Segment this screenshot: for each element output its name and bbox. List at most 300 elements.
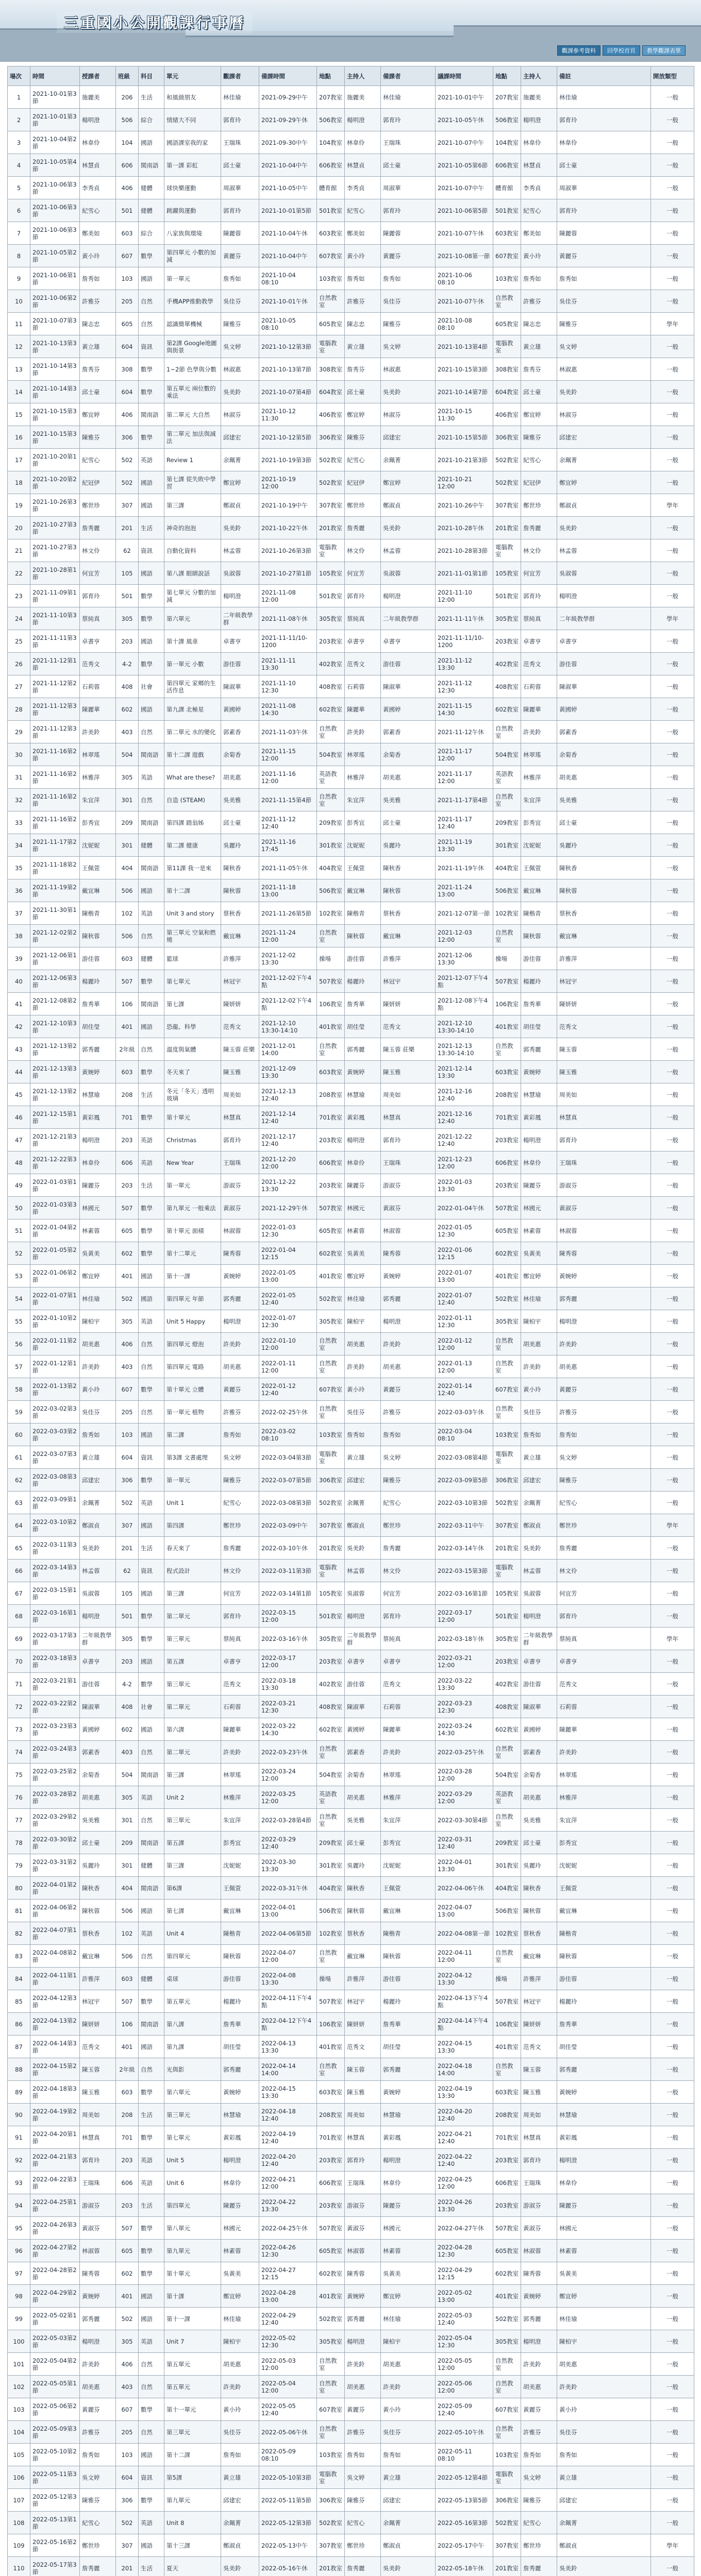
- cell-prep-time: 2021-09-30中午: [259, 131, 317, 154]
- cell-prep-time: 2022-01-12 12:40: [259, 1378, 317, 1401]
- cell-prep-location: 501教室: [317, 585, 345, 607]
- cell-observer: 陳柏宇: [221, 2330, 259, 2353]
- cell-discuss-time: 2021-12-16 12:40: [436, 1083, 493, 1106]
- cell-prep-person: 黃婉婷: [381, 1265, 436, 1287]
- table-row: [8, 2489, 694, 2512]
- cell-notes: 許美鈴: [557, 1741, 651, 1764]
- cell-unit: 自動化資料: [164, 539, 221, 562]
- cell-subject: 國語: [139, 2534, 164, 2557]
- cell-unit: Christmas: [164, 1129, 221, 1151]
- cell-discuss-host: 許美鈴: [521, 2353, 557, 2376]
- cell-subject: 自然: [139, 313, 164, 335]
- cell-prep-location: 電腦教室: [317, 335, 345, 358]
- cell-subject: 自然: [139, 721, 164, 743]
- cell-subject: 生活: [139, 86, 164, 109]
- cell-observer: 林韋伶: [221, 2172, 259, 2194]
- cell-subject: 數學: [139, 1106, 164, 1129]
- header-link-resources[interactable]: 觀課參考資料: [557, 45, 600, 56]
- cell-unit: 春天來了: [164, 1537, 221, 1560]
- cell-unit: 恐龍、科學: [164, 1015, 221, 1038]
- cell-observer: 鄭世珍: [221, 1514, 259, 1537]
- cell-discuss-location: 自然教室: [493, 789, 521, 811]
- cell-prep-person: 黃麗芬: [381, 1378, 436, 1401]
- cell-class: 403: [116, 1355, 139, 1378]
- cell-open-type: 學年: [651, 1514, 694, 1537]
- cell-discuss-host: 蔡秋香: [521, 1922, 557, 1945]
- cell-notes: 王佩萱: [557, 1877, 651, 1900]
- cell-time: 2022-03-15第1節: [30, 1582, 80, 1605]
- cell-unit: 第三課: [164, 494, 221, 517]
- cell-notes: 詹秀華: [557, 2013, 651, 2036]
- column-header-session: 場次: [8, 66, 30, 86]
- cell-open-type: 一般: [651, 1673, 694, 1696]
- cell-prep-person: 戴宜琳: [381, 1900, 436, 1922]
- cell-discuss-time: 2021-10-06第5節: [436, 199, 493, 222]
- cell-teacher: 鄭宜婷: [80, 403, 116, 426]
- cell-prep-location: 606教室: [317, 154, 345, 177]
- cell-discuss-location: 306教室: [493, 2489, 521, 2512]
- cell-discuss-location: 607教室: [493, 1378, 521, 1401]
- cell-observer: 邱士豪: [221, 811, 259, 834]
- cell-prep-person: 吳美雅: [381, 789, 436, 811]
- cell-subject: 英語: [139, 1922, 164, 1945]
- cell-session: 16: [8, 426, 30, 449]
- cell-unit: 程式設計: [164, 1560, 221, 1582]
- cell-discuss-location: 操場: [493, 947, 521, 970]
- cell-time: 2022-04-08第2節: [30, 1945, 80, 1968]
- cell-subject: 數學: [139, 2240, 164, 2262]
- cell-prep-time: 2021-10-04中午: [259, 245, 317, 267]
- cell-time: 2021-10-20第1節: [30, 449, 80, 471]
- cell-subject: 數學: [139, 426, 164, 449]
- cell-class: 205: [116, 1401, 139, 1423]
- cell-discuss-time: 2022-04-15 13:30: [436, 2036, 493, 2058]
- cell-session: 96: [8, 2240, 30, 2262]
- cell-unit: 第一單元: [164, 1174, 221, 1197]
- cell-teacher: 詹秀麗: [80, 517, 116, 539]
- cell-session: 68: [8, 1605, 30, 1628]
- cell-unit: 第十一課: [164, 2308, 221, 2330]
- cell-prep-person: 郭素香: [381, 721, 436, 743]
- cell-discuss-time: 2022-01-06 12:15: [436, 1242, 493, 1265]
- cell-prep-time: 2021-10-04午休: [259, 222, 317, 245]
- cell-unit: 第3課 文書處理: [164, 1446, 221, 1469]
- table-row: [8, 1854, 694, 1877]
- cell-class: 308: [116, 358, 139, 381]
- cell-open-type: 一般: [651, 2126, 694, 2149]
- cell-prep-time: 2022-04-11下午4點: [259, 1990, 317, 2013]
- table-row: [8, 2217, 694, 2240]
- cell-prep-host: 黃婉婷: [345, 1061, 381, 1083]
- cell-prep-host: 彭秀宜: [345, 811, 381, 834]
- cell-discuss-host: 施麗美: [521, 86, 557, 109]
- cell-prep-location: 504教室: [317, 743, 345, 766]
- cell-prep-person: 鄭宜婷: [381, 471, 436, 494]
- cell-prep-host: 二年級教學群: [345, 1628, 381, 1650]
- cell-unit: 第四單元: [164, 1945, 221, 1968]
- cell-discuss-host: 林慧貞: [521, 154, 557, 177]
- cell-session: 14: [8, 381, 30, 403]
- table-row: [8, 653, 694, 675]
- cell-prep-person: 林國元: [381, 2217, 436, 2240]
- cell-discuss-time: 2022-01-07 13:00: [436, 1265, 493, 1287]
- cell-prep-time: 2021-11-16 12:00: [259, 766, 317, 789]
- cell-class: 502: [116, 2512, 139, 2534]
- cell-discuss-location: 103教室: [493, 2444, 521, 2466]
- cell-open-type: 一般: [651, 2217, 694, 2240]
- cell-open-type: 一般: [651, 698, 694, 721]
- cell-teacher: 鄭世珍: [80, 494, 116, 517]
- cell-prep-host: 鄭世珍: [345, 494, 381, 517]
- cell-open-type: 一般: [651, 743, 694, 766]
- table-row: [8, 154, 694, 177]
- cell-observer: 蔡純真: [221, 1628, 259, 1650]
- cell-open-type: 一般: [651, 290, 694, 313]
- cell-discuss-location: 電腦教室: [493, 335, 521, 358]
- cell-subject: 數學: [139, 2217, 164, 2240]
- cell-discuss-location: 506教室: [493, 109, 521, 131]
- cell-discuss-location: 102教室: [493, 902, 521, 925]
- table-row: [8, 267, 694, 290]
- cell-discuss-location: 501教室: [493, 585, 521, 607]
- cell-subject: 國語: [139, 1650, 164, 1673]
- cell-prep-location: 自然教室: [317, 1333, 345, 1355]
- cell-subject: 閩南語: [139, 1764, 164, 1786]
- cell-subject: 自然: [139, 1355, 164, 1378]
- cell-class: 206: [116, 86, 139, 109]
- cell-open-type: 一般: [651, 471, 694, 494]
- table-row: [8, 1673, 694, 1696]
- cell-class: 403: [116, 721, 139, 743]
- cell-prep-person: 陳妍妍: [381, 993, 436, 1015]
- cell-prep-location: 506教室: [317, 109, 345, 131]
- cell-discuss-host: 鄭美如: [521, 222, 557, 245]
- cell-discuss-host: 游佳蓉: [521, 1673, 557, 1696]
- cell-discuss-host: 陳麗華: [521, 698, 557, 721]
- cell-discuss-time: 2022-05-16第3節: [436, 2512, 493, 2534]
- cell-prep-time: 2021-10-05 08:10: [259, 313, 317, 335]
- cell-open-type: 一般: [651, 1355, 694, 1378]
- cell-prep-location: 305教室: [317, 1628, 345, 1650]
- cell-prep-host: 林慧真: [345, 2126, 381, 2149]
- cell-time: 2021-11-12第1節: [30, 653, 80, 675]
- cell-unit: 第三單元: [164, 2104, 221, 2126]
- cell-unit: Unit 8: [164, 2512, 221, 2534]
- cell-discuss-location: 電腦教室: [493, 1446, 521, 1469]
- cell-open-type: 學年: [651, 494, 694, 517]
- cell-open-type: 一般: [651, 970, 694, 993]
- cell-notes: 陳柏宇: [557, 2330, 651, 2353]
- cell-open-type: 一般: [651, 1378, 694, 1401]
- cell-open-type: 一般: [651, 1015, 694, 1038]
- cell-open-type: 一般: [651, 1106, 694, 1129]
- cell-discuss-location: 406教室: [493, 403, 521, 426]
- cell-unit: 第二課: [164, 1423, 221, 1446]
- cell-discuss-location: 701教室: [493, 1106, 521, 1129]
- cell-notes: 林冠宇: [557, 970, 651, 993]
- cell-teacher: 紀雪心: [80, 2512, 116, 2534]
- cell-unit: Unit 3 and story: [164, 902, 221, 925]
- cell-prep-person: 許雅芬: [381, 1401, 436, 1423]
- cell-discuss-location: 603教室: [493, 1061, 521, 1083]
- cell-prep-host: 鄭宜婷: [345, 403, 381, 426]
- cell-discuss-host: 陳淑華: [521, 1696, 557, 1718]
- cell-unit: 第三單元 空氣和燃燒: [164, 925, 221, 947]
- cell-discuss-location: 201教室: [493, 2557, 521, 2576]
- cell-time: 2021-11-12第3節: [30, 698, 80, 721]
- cell-open-type: 一般: [651, 1219, 694, 1242]
- cell-subject: 生活: [139, 1537, 164, 1560]
- cell-session: 49: [8, 1174, 30, 1197]
- cell-discuss-location: 電腦教室: [493, 2466, 521, 2489]
- cell-time: 2021-11-19第2節: [30, 879, 80, 902]
- cell-class: 401: [116, 2285, 139, 2308]
- cell-prep-time: 2022-04-29 12:40: [259, 2308, 317, 2330]
- cell-discuss-time: 2022-01-11 12:30: [436, 1310, 493, 1333]
- cell-teacher: 黃立雄: [80, 335, 116, 358]
- cell-subject: 生活: [139, 2104, 164, 2126]
- cell-discuss-location: 203教室: [493, 2149, 521, 2172]
- cell-prep-location: 306教室: [317, 1469, 345, 1492]
- cell-discuss-host: 郭育玲: [521, 585, 557, 607]
- cell-prep-person: 余珮菁: [381, 449, 436, 471]
- cell-prep-location: 401教室: [317, 2285, 345, 2308]
- cell-discuss-host: 黃小玲: [521, 1378, 557, 1401]
- cell-prep-person: 吳文婷: [381, 1446, 436, 1469]
- cell-class: 507: [116, 2217, 139, 2240]
- cell-discuss-location: 301教室: [493, 1854, 521, 1877]
- cell-discuss-location: 408教室: [493, 675, 521, 698]
- cell-teacher: 王瑞珠: [80, 2172, 116, 2194]
- cell-session: 62: [8, 1469, 30, 1492]
- cell-teacher: 王佩萱: [80, 857, 116, 879]
- cell-class: 305: [116, 766, 139, 789]
- cell-discuss-location: 307教室: [493, 1514, 521, 1537]
- cell-observer: 林冠宇: [221, 970, 259, 993]
- cell-discuss-host: 黃小玲: [521, 245, 557, 267]
- cell-open-type: 一般: [651, 1854, 694, 1877]
- table-row: [8, 2013, 694, 2036]
- cell-time: 2022-01-03第1節: [30, 1174, 80, 1197]
- cell-notes: 林翠瑤: [557, 1764, 651, 1786]
- table-row: [8, 1015, 694, 1038]
- cell-class: 301: [116, 789, 139, 811]
- cell-teacher: 林慧瑜: [80, 1083, 116, 1106]
- cell-session: 17: [8, 449, 30, 471]
- cell-notes: 林韋伶: [557, 2172, 651, 2194]
- cell-prep-person: 林淑惠: [381, 358, 436, 381]
- cell-session: 108: [8, 2512, 30, 2534]
- cell-session: 100: [8, 2330, 30, 2353]
- cell-prep-host: 戴宜琳: [345, 1945, 381, 1968]
- cell-discuss-host: 陳楷青: [521, 902, 557, 925]
- cell-open-type: 一般: [651, 2036, 694, 2058]
- cell-class: 105: [116, 1582, 139, 1605]
- cell-teacher: 詹秀如: [80, 267, 116, 290]
- cell-observer: 郭育玲: [221, 109, 259, 131]
- cell-notes: 胡佳瑩: [557, 2036, 651, 2058]
- cell-notes: 楊麗玲: [557, 1990, 651, 2013]
- cell-prep-location: 208教室: [317, 2104, 345, 2126]
- cell-observer: 卓書亨: [221, 630, 259, 653]
- cell-notes: 吳美鈴: [557, 381, 651, 403]
- cell-open-type: 一般: [651, 2512, 694, 2534]
- cell-session: 55: [8, 1310, 30, 1333]
- table-row: [8, 1741, 694, 1764]
- cell-discuss-time: 2021-12-08下午4點: [436, 993, 493, 1015]
- cell-time: 2022-01-06第2節: [30, 1265, 80, 1287]
- cell-teacher: 游佳蓉: [80, 947, 116, 970]
- cell-prep-person: 周美如: [381, 1083, 436, 1106]
- cell-unit: 第四課: [164, 1514, 221, 1537]
- cell-discuss-time: 2022-03-10第3節: [436, 1492, 493, 1514]
- cell-unit: 第五單元 兩位數的乘法: [164, 381, 221, 403]
- cell-teacher: 許美鈴: [80, 1355, 116, 1378]
- cell-session: 31: [8, 766, 30, 789]
- cell-discuss-host: 胡美惠: [521, 1786, 557, 1809]
- cell-prep-host: 范秀文: [345, 2036, 381, 2058]
- cell-open-type: 學年: [651, 1628, 694, 1650]
- cell-subject: 數學: [139, 1219, 164, 1242]
- cell-unit: 第七單元: [164, 970, 221, 993]
- cell-teacher: 楊明澄: [80, 109, 116, 131]
- cell-open-type: 一般: [651, 562, 694, 585]
- cell-observer: 石莉蓉: [221, 1696, 259, 1718]
- cell-time: 2022-01-11第2節: [30, 1333, 80, 1355]
- cell-teacher: 郭秀麗: [80, 2308, 116, 2330]
- table-row: [8, 1764, 694, 1786]
- cell-prep-host: 楊明澄: [345, 2330, 381, 2353]
- cell-prep-location: 203教室: [317, 2149, 345, 2172]
- column-header-discuss-host: 主持人: [521, 66, 557, 86]
- cell-time: 2022-04-28第2節: [30, 2262, 80, 2285]
- cell-prep-person: 陳淑華: [381, 675, 436, 698]
- cell-notes: 游佳蓉: [557, 1968, 651, 1990]
- cell-session: 101: [8, 2353, 30, 2376]
- cell-discuss-time: 2022-05-12第4節: [436, 2466, 493, 2489]
- cell-prep-person: 邱建宏: [381, 2489, 436, 2512]
- cell-time: 2021-10-27第3節: [30, 517, 80, 539]
- cell-prep-host: 郭育玲: [345, 585, 381, 607]
- cell-time: 2022-05-12第3節: [30, 2489, 80, 2512]
- cell-class: 602: [116, 1242, 139, 1265]
- cell-unit: 冬天來了: [164, 1061, 221, 1083]
- cell-time: 2022-03-31第2節: [30, 1854, 80, 1877]
- cell-time: 2022-03-30第2節: [30, 1832, 80, 1854]
- cell-prep-location: 自然教室: [317, 1038, 345, 1061]
- cell-discuss-location: 506教室: [493, 879, 521, 902]
- cell-subject: 閩南語: [139, 811, 164, 834]
- cell-notes: 邱建宏: [557, 2489, 651, 2512]
- cell-discuss-time: 2022-01-12 12:00: [436, 1333, 493, 1355]
- cell-observer: 陳雅芬: [221, 1469, 259, 1492]
- cell-discuss-location: 201教室: [493, 517, 521, 539]
- cell-unit: 第十一單元: [164, 2398, 221, 2421]
- cell-notes: 黃淑芬: [557, 1197, 651, 1219]
- cell-class: 502: [116, 471, 139, 494]
- cell-prep-host: 蔡秋香: [345, 1922, 381, 1945]
- cell-prep-person: 二年級教學群: [381, 607, 436, 630]
- cell-discuss-time: 2022-05-04 12:30: [436, 2330, 493, 2353]
- cell-open-type: 一般: [651, 1696, 694, 1718]
- cell-time: 2021-10-01第3節: [30, 86, 80, 109]
- cell-time: 2022-04-26第3節: [30, 2217, 80, 2240]
- cell-teacher: 陳麗芬: [80, 1174, 116, 1197]
- cell-time: 2021-12-21第3節: [30, 1129, 80, 1151]
- cell-session: 36: [8, 879, 30, 902]
- cell-unit: 第二單元: [164, 1605, 221, 1628]
- cell-class: 307: [116, 1514, 139, 1537]
- cell-open-type: 一般: [651, 245, 694, 267]
- cell-notes: 林韋伶: [557, 131, 651, 154]
- cell-discuss-host: 詹秀如: [521, 267, 557, 290]
- cell-open-type: 一般: [651, 2376, 694, 2398]
- cell-observer: 游佳蓉: [221, 653, 259, 675]
- cell-prep-person: 陳秋香: [381, 857, 436, 879]
- cell-prep-host: 許雅萍: [345, 1968, 381, 1990]
- cell-class: 203: [116, 1650, 139, 1673]
- cell-unit: 第九單元: [164, 2489, 221, 2512]
- header-link-home[interactable]: 回學校首頁: [603, 45, 640, 56]
- cell-class: 305: [116, 1310, 139, 1333]
- cell-observer: 黃小玲: [221, 2398, 259, 2421]
- cell-discuss-location: 操場: [493, 1968, 521, 1990]
- cell-session: 44: [8, 1061, 30, 1083]
- cell-prep-person: 郭育玲: [381, 1129, 436, 1151]
- cell-prep-person: 楊明澄: [381, 1310, 436, 1333]
- cell-subject: 數學: [139, 1990, 164, 2013]
- cell-prep-location: 501教室: [317, 1605, 345, 1628]
- cell-open-type: 一般: [651, 426, 694, 449]
- cell-prep-host: 邱士豪: [345, 1832, 381, 1854]
- table-row: [8, 2262, 694, 2285]
- cell-notes: 郭育玲: [557, 1129, 651, 1151]
- cell-discuss-time: 2022-05-03 12:40: [436, 2308, 493, 2330]
- cell-class: 103: [116, 1423, 139, 1446]
- cell-discuss-location: 203教室: [493, 1129, 521, 1151]
- cell-prep-location: 301教室: [317, 1854, 345, 1877]
- cell-teacher: 詹秀華: [80, 993, 116, 1015]
- cell-class: 62: [116, 1560, 139, 1582]
- cell-prep-person: 吳佳芬: [381, 290, 436, 313]
- cell-prep-time: 2021-11-18 13:00: [259, 879, 317, 902]
- cell-discuss-location: 自然教室: [493, 1038, 521, 1061]
- cell-prep-location: 203教室: [317, 1129, 345, 1151]
- cell-discuss-host: 郭秀麗: [521, 1038, 557, 1061]
- cell-time: 2022-03-25第2節: [30, 1764, 80, 1786]
- cell-open-type: 一般: [651, 2398, 694, 2421]
- cell-prep-time: 2022-04-21 12:00: [259, 2172, 317, 2194]
- cell-discuss-time: 2022-03-29 12:00: [436, 1786, 493, 1809]
- cell-discuss-time: 2022-01-14 12:40: [436, 1378, 493, 1401]
- cell-prep-person: 游佳蓉: [381, 653, 436, 675]
- cell-prep-person: 林冠宇: [381, 970, 436, 993]
- cell-open-type: 一般: [651, 2444, 694, 2466]
- cell-discuss-time: 2022-03-23 12:30: [436, 1696, 493, 1718]
- cell-discuss-location: 306教室: [493, 426, 521, 449]
- cell-discuss-location: 307教室: [493, 494, 521, 517]
- cell-subject: 資訊: [139, 2466, 164, 2489]
- cell-prep-time: 2021-09-29中午: [259, 86, 317, 109]
- cell-teacher: 林翠瑤: [80, 743, 116, 766]
- cell-session: 72: [8, 1696, 30, 1718]
- cell-prep-person: 游淑芬: [381, 1174, 436, 1197]
- cell-discuss-location: 404教室: [493, 1877, 521, 1900]
- cell-notes: 蔡純真: [557, 1628, 651, 1650]
- cell-discuss-time: 2021-10-28午休: [436, 517, 493, 539]
- cell-notes: 陳秋蓉: [557, 1945, 651, 1968]
- header-link-form[interactable]: 教學觀課表單: [642, 45, 686, 56]
